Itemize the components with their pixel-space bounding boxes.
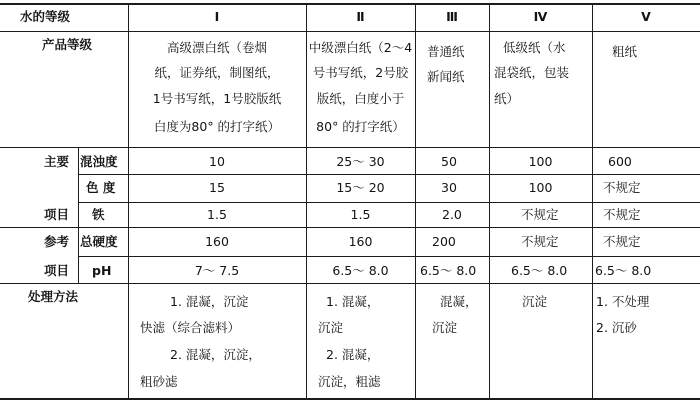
rule-param-1 <box>78 174 700 175</box>
header-grade-5: Ⅴ <box>641 9 651 24</box>
treatment-g4-line: 沉淀 <box>522 294 548 309</box>
cell-ph-g2: 6.5～ 8.0 <box>332 263 389 278</box>
header-grade-1: Ⅰ <box>214 9 220 24</box>
treatment-g2-line: 2. 混凝， <box>326 347 380 362</box>
param-iron: 铁 <box>92 207 105 222</box>
treatment-g1-line: 1. 混凝，沉淀 <box>170 294 249 309</box>
main-items-label-top: 主要 <box>44 154 70 169</box>
treatment-g5-line: 1. 不处理 <box>596 294 650 309</box>
rule-param-2 <box>78 202 700 203</box>
rule-param-3 <box>78 256 700 257</box>
product-g4-line: 纸） <box>494 91 520 106</box>
cell-ph-g4: 6.5～ 8.0 <box>511 263 568 278</box>
cell-hardness-g3: 200 <box>432 234 456 249</box>
rule-ref-items <box>0 283 700 284</box>
cell-iron-g4: 不规定 <box>521 207 559 222</box>
cell-ph-g5: 6.5～ 8.0 <box>595 263 652 278</box>
param-hardness: 总硬度 <box>80 234 118 249</box>
treatment-g2-line: 1. 混凝， <box>326 294 380 309</box>
rule-product <box>0 147 700 148</box>
cell-iron-g1: 1.5 <box>207 207 227 222</box>
treatment-g1-line: 快滤（综合滤料） <box>140 320 241 335</box>
product-g1-line: 白度为80° 的打字纸） <box>153 119 281 134</box>
param-ph: pH <box>92 263 112 278</box>
param-color: 色 度 <box>86 180 116 195</box>
product-grade-label: 产品等级 <box>42 37 93 52</box>
treatment-g5-line: 2. 沉砂 <box>596 320 637 335</box>
param-turbidity: 混浊度 <box>80 154 118 169</box>
cell-color-g5: 不规定 <box>603 180 641 195</box>
cell-color-g2: 15～ 20 <box>336 180 385 195</box>
product-g2-line: 中级漂白纸（2～4 <box>308 40 413 55</box>
treatment-label: 处理方法 <box>28 289 79 304</box>
cell-turbidity-g2: 25～ 30 <box>336 154 385 169</box>
product-g1-line: 高级漂白纸（卷烟 <box>166 40 267 55</box>
cell-turbidity-g3: 50 <box>441 154 457 169</box>
cell-color-g3: 30 <box>441 180 457 195</box>
product-g1-line: 1号书写纸，1号胶版纸 <box>152 91 282 106</box>
ref-items-label-bottom: 项目 <box>44 263 70 278</box>
header-grade-3: Ⅲ <box>446 9 458 24</box>
header-grade-2: Ⅱ <box>356 9 365 24</box>
cell-hardness-g1: 160 <box>205 234 229 249</box>
product-g4-line: 混袋纸，包装 <box>494 65 570 80</box>
treatment-g1-line: 2. 混凝，沉淀， <box>170 347 261 362</box>
cell-ph-g1: 7～ 7.5 <box>194 263 240 278</box>
cell-iron-g3: 2.0 <box>442 207 462 222</box>
cell-color-g1: 15 <box>209 180 225 195</box>
product-g4-line: 低级纸（水 <box>503 40 566 55</box>
cell-iron-g2: 1.5 <box>350 207 371 222</box>
product-g5-line: 粗纸 <box>612 44 638 59</box>
col-rule-2 <box>306 3 307 400</box>
cell-turbidity-g4: 100 <box>528 154 553 169</box>
cell-turbidity-g1: 10 <box>209 154 225 169</box>
treatment-g3-line: 混凝， <box>440 294 478 309</box>
product-g2-line: 号书写纸，2号胶 <box>312 65 409 80</box>
cell-hardness-g2: 160 <box>348 234 373 249</box>
rule-top <box>0 3 700 5</box>
col-rule-sub <box>78 147 79 283</box>
product-g3-line: 普通纸 <box>427 44 465 59</box>
col-rule-1 <box>128 3 129 400</box>
header-water-grade: 水的等级 <box>20 9 71 24</box>
col-rule-4 <box>489 3 490 400</box>
main-items-label-bottom: 项目 <box>44 207 70 222</box>
cell-iron-g5: 不规定 <box>603 207 641 222</box>
ref-items-label-top: 参考 <box>44 234 70 249</box>
treatment-g2-line: 沉淀，粗滤 <box>318 374 381 389</box>
rule-bottom <box>0 398 700 400</box>
cell-turbidity-g5: 600 <box>608 154 632 169</box>
cell-ph-g3: 6.5～ 8.0 <box>420 263 477 278</box>
product-g3-line: 新闻纸 <box>427 69 465 84</box>
cell-hardness-g5: 不规定 <box>603 234 641 249</box>
rule-main-items <box>0 227 700 228</box>
product-g2-line: 版纸，白度小于 <box>316 91 405 106</box>
cell-color-g4: 100 <box>528 180 553 195</box>
treatment-g1-line: 粗砂滤 <box>140 374 178 389</box>
treatment-g3-line: 沉淀 <box>432 320 458 335</box>
col-rule-5 <box>592 3 593 400</box>
treatment-g2-line: 沉淀 <box>318 320 344 335</box>
col-rule-3 <box>415 3 416 400</box>
product-g1-line: 纸，证券纸，制图纸， <box>154 65 280 80</box>
rule-header <box>0 31 700 32</box>
header-grade-4: Ⅳ <box>533 9 548 24</box>
product-g2-line: 80° 的打字纸） <box>316 119 405 134</box>
cell-hardness-g4: 不规定 <box>521 234 559 249</box>
